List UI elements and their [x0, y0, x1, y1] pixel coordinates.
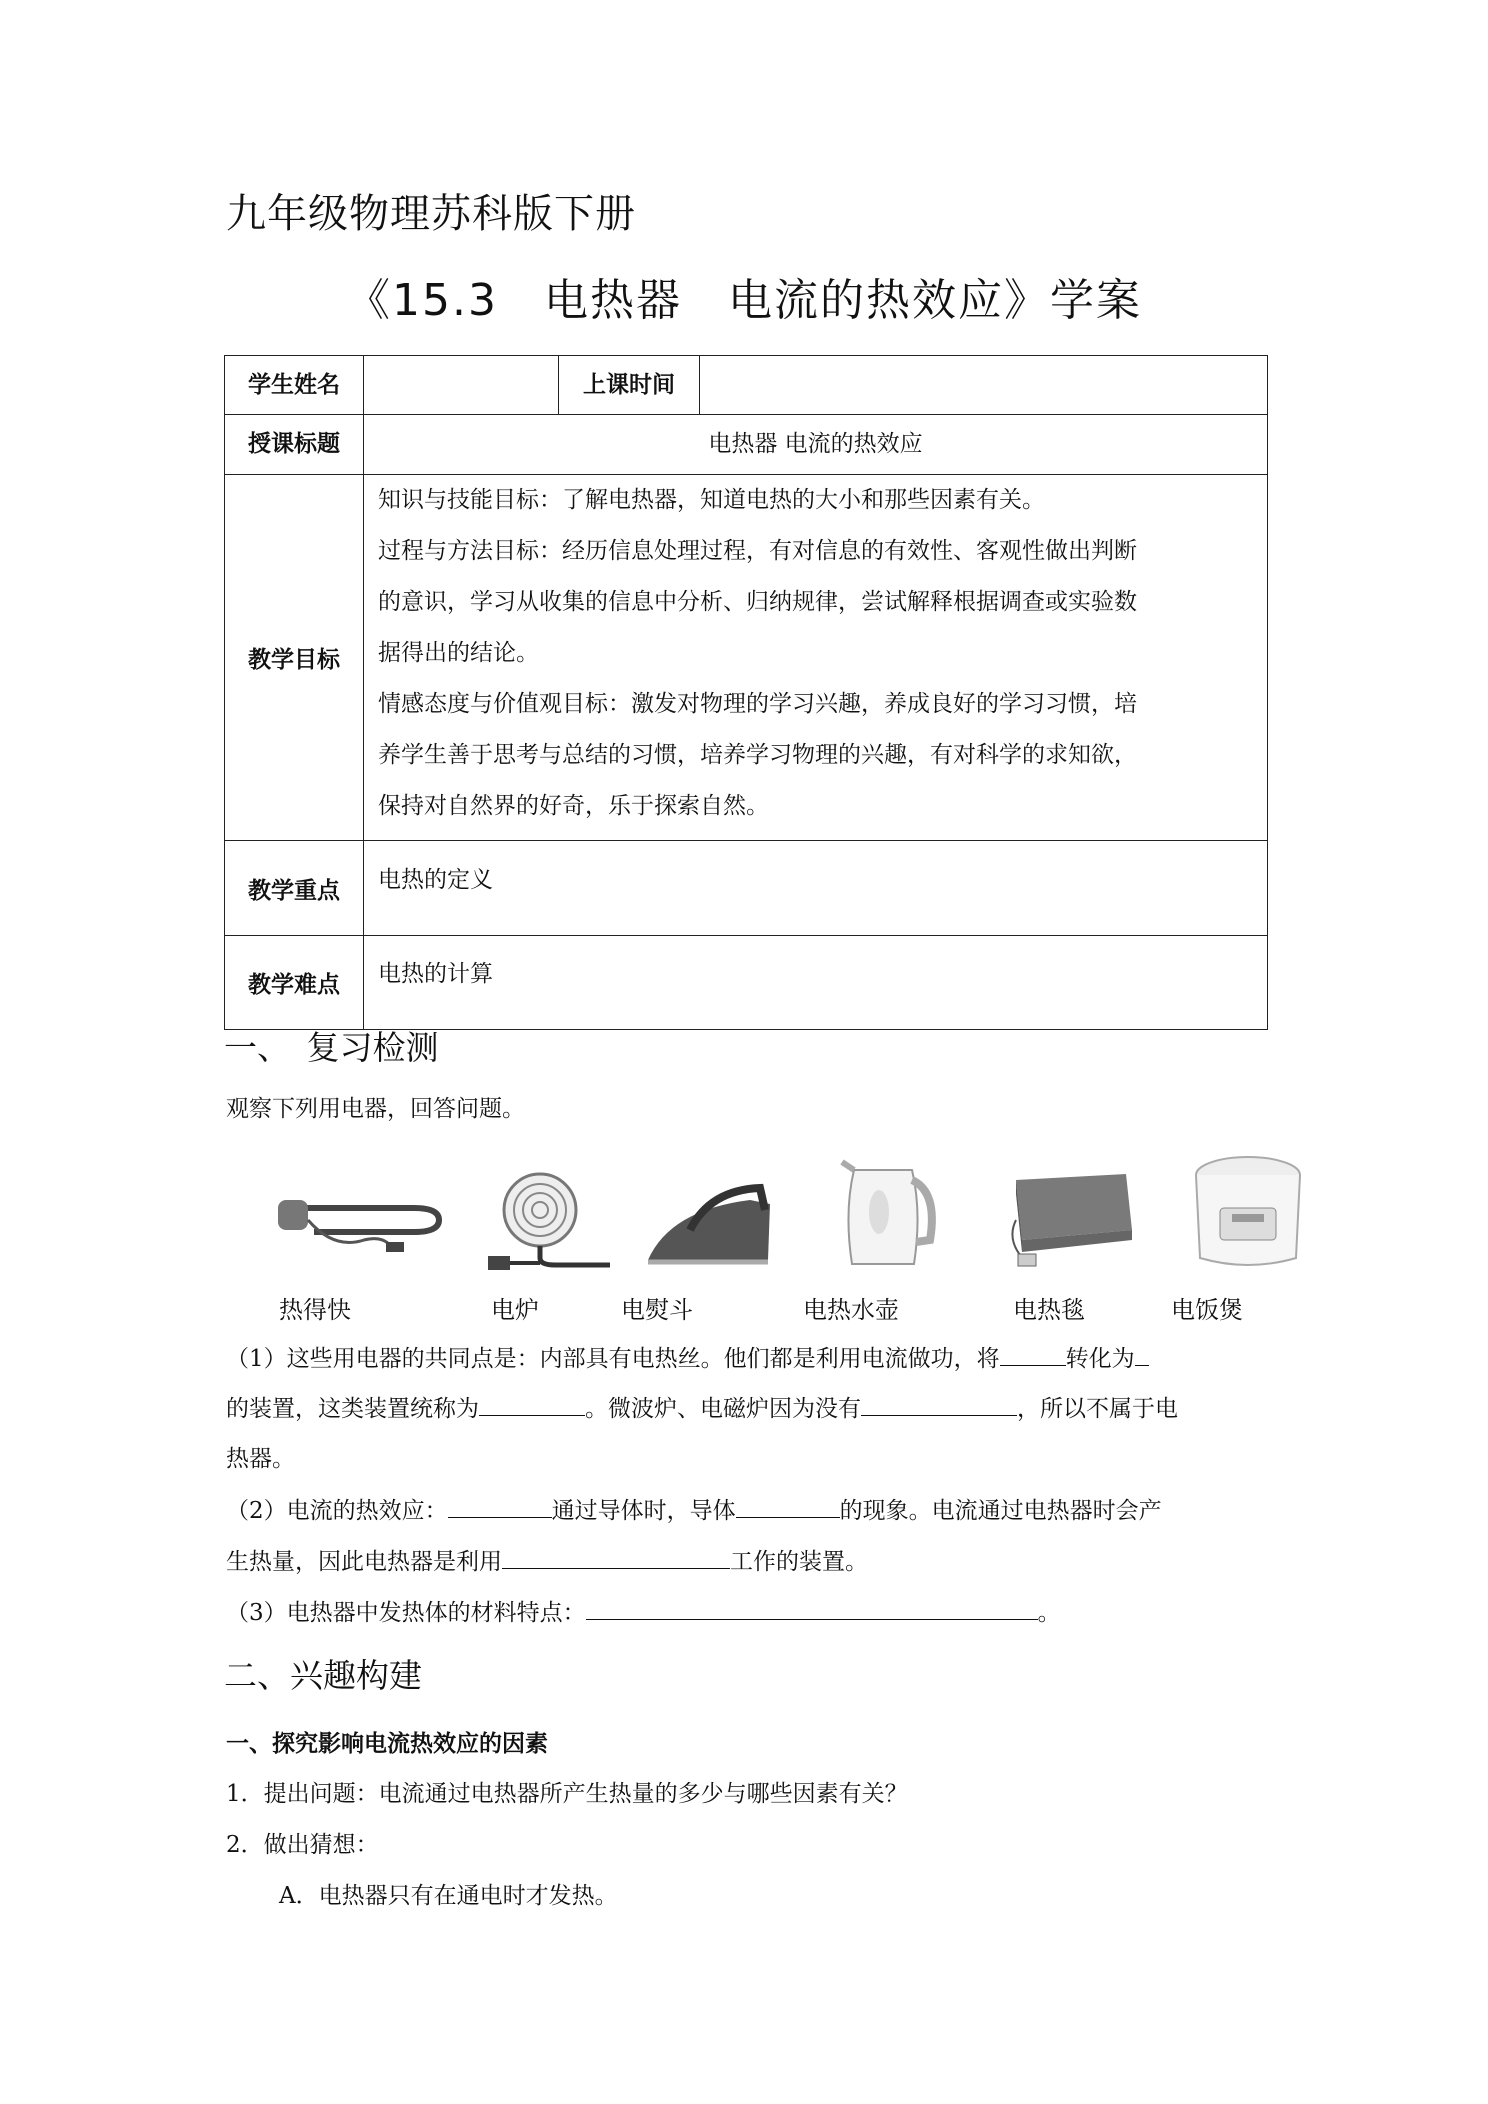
goal-line: 情感态度与价值观目标：激发对物理的学习兴趣，养成良好的学习习惯，培	[378, 691, 1137, 717]
goal-line: 过程与方法目标：经历信息处理过程，有对信息的有效性、客观性做出判断	[378, 538, 1137, 564]
answer-blank[interactable]	[586, 1597, 1038, 1620]
goal-line: 知识与技能目标：了解电热器，知道电热的大小和那些因素有关。	[378, 487, 1045, 513]
answer-blank[interactable]	[448, 1495, 552, 1518]
section2-item-1: 1．提出问题：电流通过电热器所产生热量的多少与哪些因素有关？	[226, 1781, 908, 1807]
q3-text: 。	[1037, 1600, 1061, 1626]
appliance-label: 电炉	[491, 1296, 539, 1324]
q1-text: 。微波炉、电磁炉因为没有	[585, 1396, 861, 1422]
answer-blank[interactable]	[861, 1393, 1017, 1416]
q3-text: （3）电热器中发热体的材料特点：	[226, 1600, 586, 1626]
difficulty-value: 电热的计算	[364, 936, 1268, 1030]
q2-text: 通过导体时，导体	[551, 1498, 736, 1524]
question-2-line1	[226, 1494, 1162, 1528]
rice-cooker-image	[1188, 1150, 1308, 1270]
immersion-heater-image	[274, 1190, 454, 1260]
info-table	[224, 355, 1268, 1030]
appliance-label: 电热水壶	[803, 1296, 899, 1324]
question-3	[226, 1596, 1061, 1630]
answer-blank[interactable]	[502, 1546, 730, 1569]
electric-stove-image	[470, 1170, 620, 1280]
goals-label: 教学目标	[225, 475, 364, 841]
section2-item-a: A．电热器只有在通电时才发热。	[279, 1883, 618, 1909]
section1-intro: 观察下列用电器，回答问题。	[226, 1096, 525, 1122]
appliance-label: 热得快	[279, 1296, 351, 1324]
answer-blank[interactable]	[736, 1495, 840, 1518]
q2-text: 生热量，因此电热器是利用	[226, 1549, 502, 1575]
electric-kettle-image	[834, 1152, 944, 1272]
section2-item-2: 2．做出猜想：	[226, 1832, 379, 1858]
electric-iron-image	[640, 1170, 780, 1270]
key-point-label: 教学重点	[225, 841, 364, 936]
appliance-label: 电热毯	[1013, 1296, 1085, 1324]
document-title-line1: 九年级物理苏科版下册	[226, 191, 636, 237]
question-1-line1	[226, 1342, 1149, 1376]
goal-line: 保持对自然界的好奇，乐于探索自然。	[378, 793, 769, 819]
key-point-value: 电热的定义	[364, 841, 1268, 936]
q2-text: （2）电流的热效应：	[226, 1498, 448, 1524]
question-2-line2	[226, 1545, 868, 1579]
class-time-label: 上课时间	[559, 356, 700, 415]
goal-line: 的意识，学习从收集的信息中分析、归纳规律，尝试解释根据调查或实验数	[378, 589, 1137, 615]
goal-line: 据得出的结论。	[378, 640, 539, 666]
answer-blank[interactable]	[479, 1393, 585, 1416]
class-time-field[interactable]	[700, 356, 1268, 415]
student-name-field[interactable]	[364, 356, 559, 415]
difficulty-label: 教学难点	[225, 936, 364, 1030]
student-name-label: 学生姓名	[225, 356, 364, 415]
question-1-line3: 热器。	[226, 1446, 295, 1472]
q1-text: ，所以不属于电	[1017, 1396, 1178, 1422]
electric-blanket-image	[996, 1160, 1136, 1270]
section1-heading: 一、 复习检测	[224, 1028, 439, 1067]
section2-heading: 二、兴趣构建	[224, 1656, 422, 1695]
q2-text: 的现象。电流通过电热器时会产	[839, 1498, 1162, 1524]
appliance-label: 电饭煲	[1171, 1296, 1243, 1324]
q2-text: 工作的装置。	[730, 1549, 868, 1575]
topic-label: 授课标题	[225, 415, 364, 475]
section2-subheading: 一、探究影响电流热效应的因素	[226, 1731, 548, 1757]
appliance-label: 电熨斗	[621, 1296, 693, 1324]
q1-text: 转化为	[1065, 1346, 1135, 1372]
goals-content	[364, 475, 1268, 841]
topic-value: 电热器 电流的热效应	[364, 415, 1268, 475]
goal-line: 养学生善于思考与总结的习惯，培养学习物理的兴趣，有对科学的求知欲，	[378, 742, 1137, 768]
answer-blank[interactable]	[1000, 1343, 1066, 1366]
document-title-line2: 《15.3 电热器 电流的热效应》学案	[346, 275, 1142, 326]
q1-text: 的装置，这类装置统称为	[226, 1396, 479, 1422]
question-1-line2	[226, 1392, 1178, 1426]
answer-blank[interactable]	[1135, 1343, 1149, 1366]
q1-text: （1）这些用电器的共同点是：内部具有电热丝。他们都是利用电流做功，将	[226, 1346, 1000, 1372]
